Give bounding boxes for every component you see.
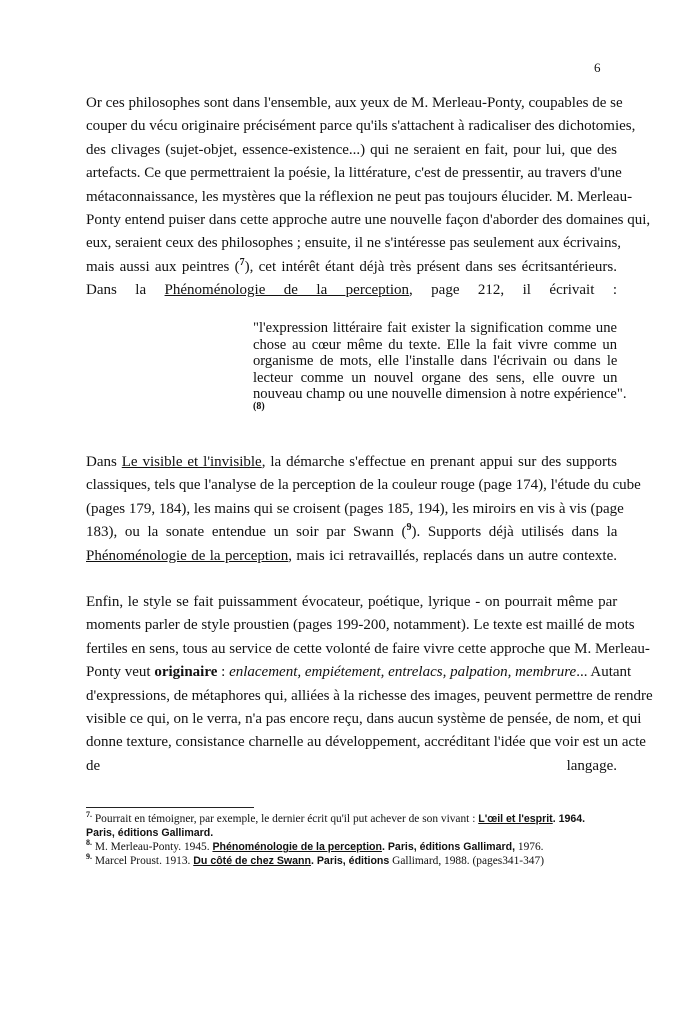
text-line [86,186,633,209]
text-run: donne texture, consistance charnelle au développement, accréditant l'idée que voir est un acte [86,734,646,751]
footnote-number: 9. [86,852,92,862]
page-number: 6 [594,60,601,75]
footnote-number: 7. [86,810,92,820]
text-line [86,115,636,138]
text-run: enlacement, empiétement, entrelacs, palpation, membrure [229,664,577,681]
text-run: . Paris, éditions [310,855,390,867]
quote-line: chose au cœur même du texte. Elle la fait vivre comme un [253,336,617,353]
paragraph-style [86,591,653,778]
text-line [86,591,617,614]
text-run: ). Supports déjà utilisés dans la [411,524,618,541]
footnote-9 [86,854,646,868]
text-line [86,232,622,255]
text-run: (pages 179, 184), les mains qui se croisent (pages 185, 194), les miroirs en vis à vis (page [86,500,624,517]
text-line [86,139,617,162]
text-run: fertiles en sens, tous au service de cette volonté de faire vivre cette approche que M. Merleau- [86,640,650,657]
footnote-7 [86,812,646,840]
text-run: Or ces philosophes sont dans l'ensemble, aux yeux de M. Merleau-Ponty, coupables de se [86,95,623,111]
text-line [86,279,617,302]
text-run: . Paris, éditions Gallimard, [381,841,516,853]
text-line [86,545,617,568]
text-run: moments parler de style proustien (pages 199-200, notamment). Le texte est maillé de mots [86,617,635,634]
text-run: visible ce qui, on le verra, n'a pas encore reçu, dans aucun système de pensée, de nom, et qui [86,711,642,728]
text-run: 1976. [515,841,544,853]
text-line [86,755,617,778]
footnote-line [86,812,646,826]
text-line [86,614,635,637]
work-title: Phénoménologie de la perception [86,547,289,564]
text-run: ), cet intérêt étant déjà très présent dans ses écritsantérieurs. [244,258,618,275]
text-run: : [217,664,230,681]
text-line [86,498,624,521]
footnote-line [86,854,646,868]
text-line [86,638,650,661]
work-title: Phénoménologie de la perception [164,282,409,299]
footnotes [86,812,646,868]
text-run: d'expressions, de métaphores qui, alliées à la richesse des images, peuvent permettre de rendre [86,687,653,704]
footnote-8 [86,840,646,854]
footnote-ref: 9 [406,522,412,534]
text-line [86,661,632,684]
text-run: Gallimard, 1988. (pages341-347) [389,855,544,867]
text-line [86,474,641,497]
quote-footnote-ref: 8 [256,401,262,413]
text-run: artefacts. Ce que permettraient la poésie, la littérature, c'est de pressentir, au travers d'une [86,165,622,182]
text-run: Dans [86,454,122,470]
text-run: Ponty veut [86,664,155,681]
text-run: , mais ici retravaillés, replacés dans un autre contexte. [288,547,617,564]
paragraph-philosophes [86,92,651,303]
text-line [86,685,653,708]
text-run: classiques, tels que l'analyse de la perception de la couleur rouge (page 174), l'étude du cube [86,477,641,494]
text-run: eux, seraient ceux des philosophes ; ensuite, il ne s'intéresse pas seulement aux écrivains, [86,235,622,252]
text-run: Dans la [86,282,165,299]
text-line [86,521,617,544]
block-quote: "l'expression littéraire fait exister la signification comme une chose au cœur même du texte. Elle la fait vivre comme un organisme de mots, elle l'installe dans l'écrivain ou dans le lecteur comme un nouvel organe des sens, elle ouvre un nouveau champ ou une nouvelle dimension à notre expérience". $^{(8)}$ [253,320,627,413]
text-line [86,162,622,185]
text-run: M. Merleau-Ponty. 1945. [92,841,213,853]
footnote-line [86,840,646,854]
work-title: Le visible et l'invisible [121,454,262,470]
text-run: couper du vécu originaire précisément parce qu'ils s'attachent à radicaliser des dichotomies, [86,118,636,135]
text-run: ... Autant [576,664,632,681]
work-title: L'œil et l'esprit [478,813,553,825]
text-line [86,731,646,754]
text-line [86,256,617,279]
text-run: Enfin, le style se fait puissamment évocateur, poétique, lyrique - on pourrait même par [86,594,618,610]
text-run: . 1964. [552,813,586,825]
text-line [86,92,623,115]
footnote-line [86,826,646,840]
text-run: métaconnaissance, les mystères que la réflexion ne peut pas toujours élucider. M. Merleau- [86,188,633,205]
work-title: Phénoménologie de la perception [212,841,382,853]
text-line [86,451,617,474]
text-run: Marcel Proust. 1913. [92,855,194,867]
text-line [86,209,651,232]
footnote-ref: 7 [239,256,245,268]
text-run: , la démarche s'effectue en prenant appui sur des supports [261,454,618,470]
text-run: Pourrait en témoigner, par exemple, le dernier écrit qu'il put achever de son vivant : [92,813,479,825]
quote-line: lecteur comme un nouvel organe des sens, elle ouvre un [253,369,618,386]
text-run: , page 212, il écrivait : [408,282,617,299]
text-run: Ponty entend puiser dans cette approche autre une nouvelle façon d'aborder des domaines qui, [86,212,651,229]
text-line [86,708,642,731]
paragraph-visible-invisible [86,451,641,568]
text-run: Paris, éditions Gallimard. [86,827,214,839]
text-run: de langage. [86,757,617,774]
text-run: originaire [154,664,218,681]
text-run: mais aussi aux peintres ( [86,258,240,275]
quote-line: organisme de mots, elle l'installe dans l'écrivain ou dans le [253,353,618,370]
text-run: des clivages (sujet-objet, essence-existence...) qui ne seraient en fait, pour lui, que des [86,141,617,158]
footnote-separator [86,807,254,808]
footnote-number: 8. [86,838,92,848]
work-title: Du côté de chez Swann [193,855,311,867]
quote-line: nouveau champ ou une nouvelle dimension à notre expérience". [253,386,627,403]
quote-line: "l'expression littéraire fait exister la signification comme une [253,320,617,336]
text-run: 183), ou la sonate entendue un soir par Swann ( [86,524,407,541]
